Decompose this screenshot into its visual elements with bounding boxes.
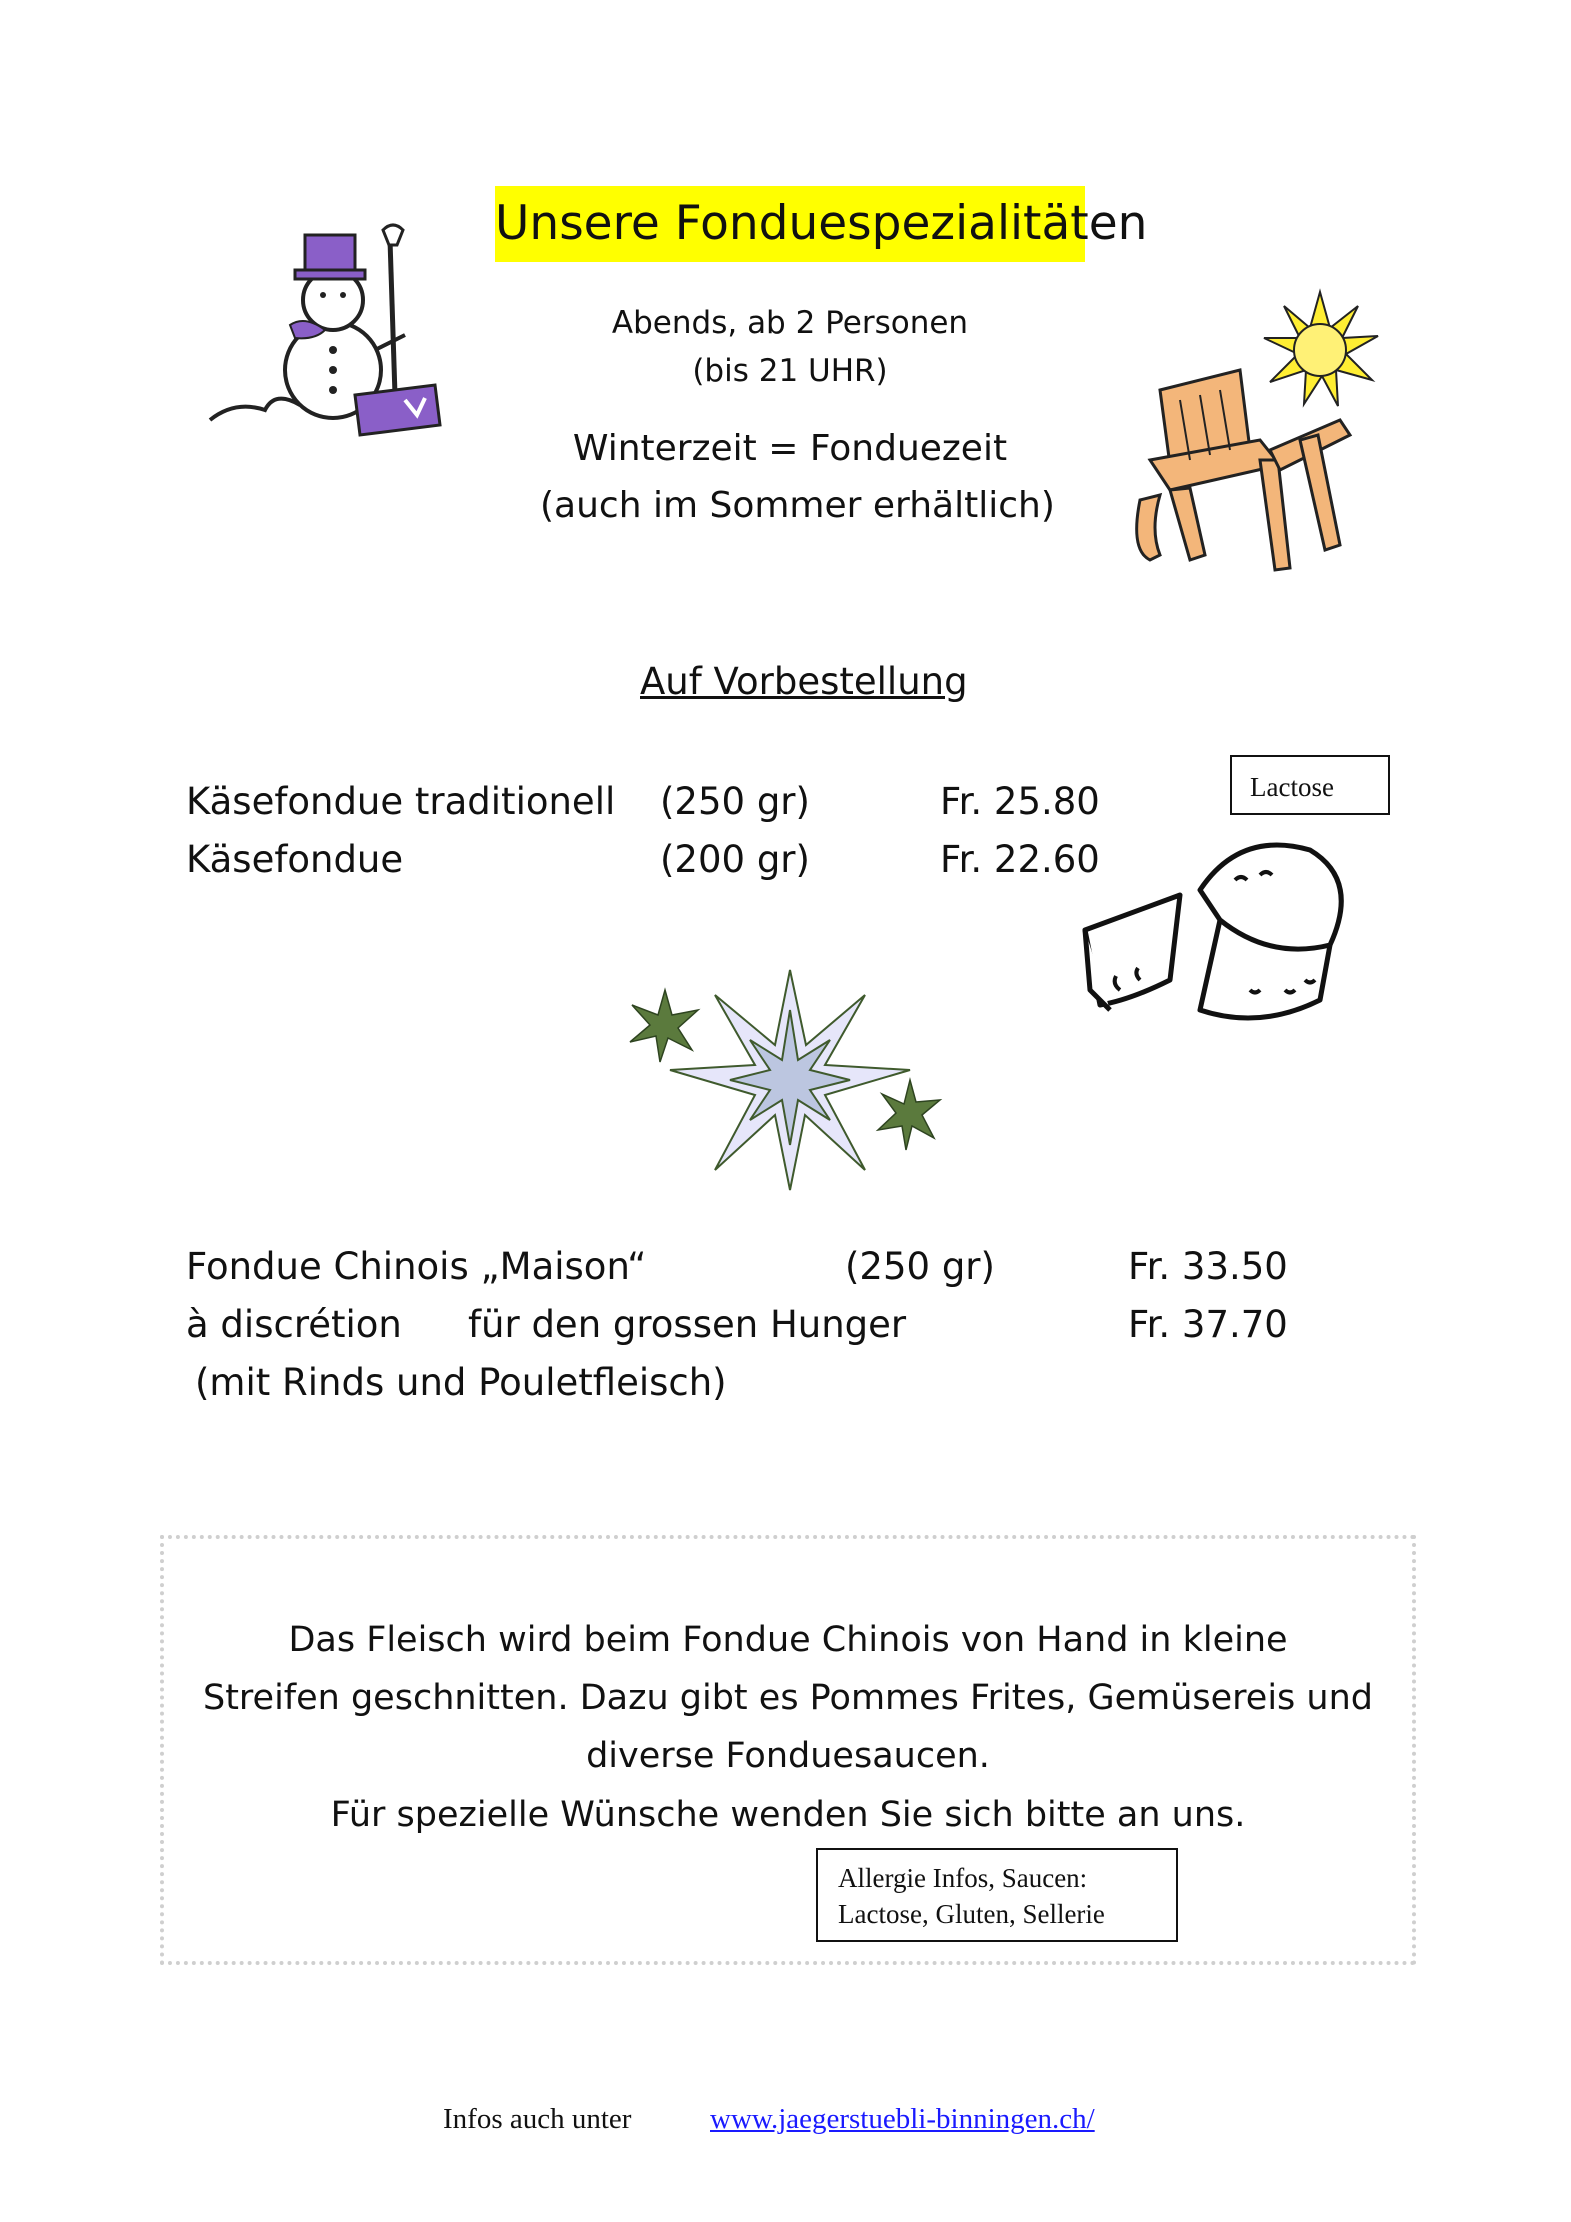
cheese-item-1-name: Käsefondue traditionell: [186, 780, 616, 823]
subtitle-line1: Abends, ab 2 Personen: [611, 305, 969, 341]
chinois-item-2-weight: für den grossen Hunger: [468, 1303, 907, 1346]
page-title: Unsere Fonduespezialitäten: [495, 196, 1148, 251]
chinois-item-2-price: Fr. 37.70: [1128, 1303, 1288, 1346]
info-line4: Für spezielle Wünsche wenden Sie sich bitte an uns.: [330, 1795, 1246, 1835]
lactose-label: Lactose: [1230, 755, 1390, 815]
footer-link[interactable]: www.jaegerstuebli-binningen.ch/: [710, 2103, 1095, 2135]
slogan-line1: Winterzeit = Fonduezeit: [572, 428, 1008, 469]
allergy-line1: Allergie Infos, Saucen:: [838, 1863, 1088, 1893]
cheese-item-2-price: Fr. 22.60: [940, 838, 1100, 881]
cheese-item-2-name: Käsefondue: [186, 838, 404, 881]
chinois-item-2-name: à discrétion: [186, 1303, 402, 1346]
snowman-icon: [205, 220, 455, 440]
allergy-line2: Lactose, Gluten, Sellerie: [838, 1899, 1105, 1929]
slogan-line2: (auch im Sommer erhältlich): [540, 485, 1055, 526]
subtitle-line2: (bis 21 UHR): [692, 353, 888, 389]
info-line3: diverse Fonduesaucen.: [586, 1736, 990, 1776]
chinois-item-1-price: Fr. 33.50: [1128, 1245, 1288, 1288]
cheese-item-2-weight: (200 gr): [660, 838, 810, 881]
info-line2: Streifen geschnitten. Dazu gibt es Pommes Frites, Gemüsereis und: [202, 1678, 1373, 1718]
deck-chair-sun-icon: [1130, 290, 1390, 590]
cheese-icon: [1070, 830, 1350, 1040]
cheese-item-1-price: Fr. 25.80: [940, 780, 1100, 823]
chinois-item-1-name: Fondue Chinois „Maison“: [186, 1245, 647, 1288]
chinois-note: (mit Rinds und Pouletfleisch): [195, 1361, 727, 1404]
chinois-item-1-weight: (250 gr): [845, 1245, 995, 1288]
info-line1: Das Fleisch wird beim Fondue Chinois von Hand in kleine: [288, 1620, 1288, 1660]
star-ornament-icon: [620, 970, 960, 1190]
preorder-heading: Auf Vorbestellung: [640, 660, 968, 703]
cheese-item-1-weight: (250 gr): [660, 780, 810, 823]
footer-label: Infos auch unter: [443, 2103, 632, 2135]
allergy-box: [816, 1848, 1178, 1942]
